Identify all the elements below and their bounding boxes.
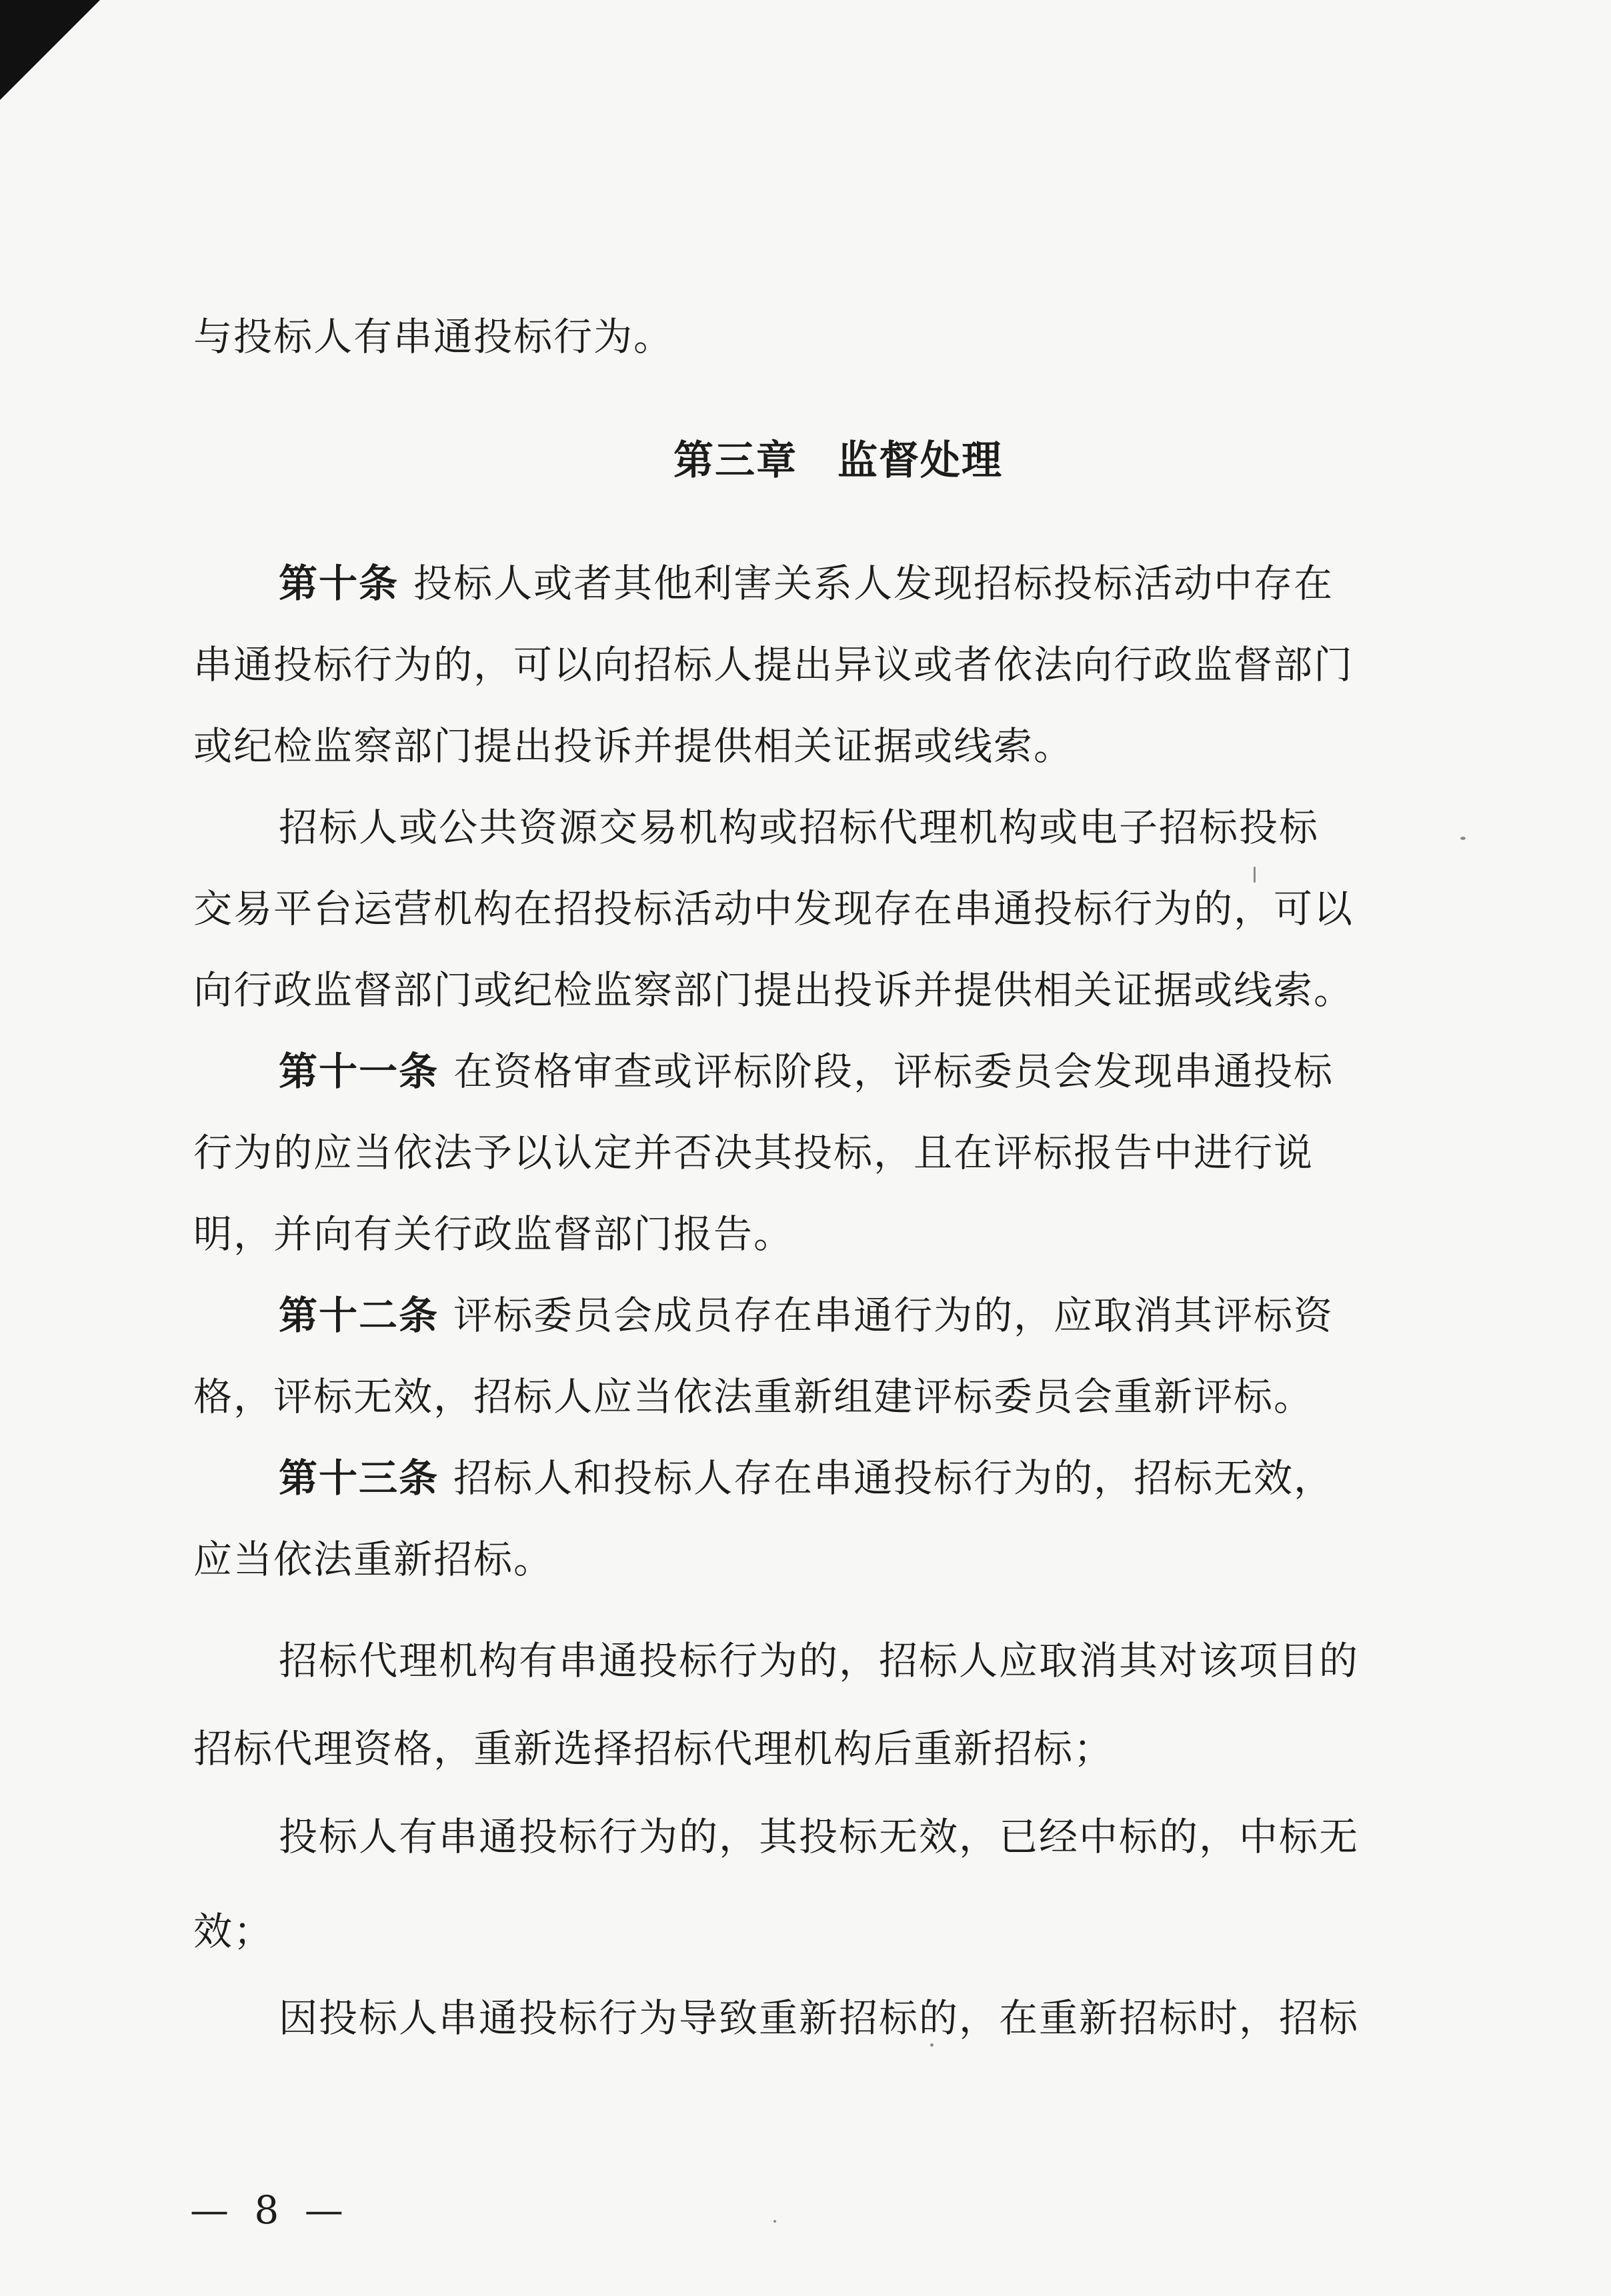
article-10-line-3: 或纪检监察部门提出投诉并提供相关证据或线索。 bbox=[193, 723, 1074, 769]
article-13-label: 第十三条 bbox=[279, 1455, 439, 1501]
paragraph-line: 招标代理资格，重新选择招标代理机构后重新招标； bbox=[193, 1726, 1114, 1771]
article-10-text: 投标人或者其他利害关系人发现招标投标活动中存在 bbox=[413, 561, 1334, 606]
article-11-line-1 bbox=[279, 1048, 1334, 1095]
article-10-label: 第十条 bbox=[279, 561, 399, 606]
paragraph-line: 招标代理机构有串通投标行为的，招标人应取消其对该项目的 bbox=[279, 1638, 1360, 1683]
article-12-line-1 bbox=[279, 1292, 1334, 1339]
article-11-label: 第十一条 bbox=[279, 1049, 439, 1094]
chapter-number: 第三章 bbox=[673, 437, 797, 484]
article-12-text: 评标委员会成员存在串通行为的，应取消其评标资 bbox=[453, 1293, 1334, 1338]
paragraph-line: 招标人或公共资源交易机构或招标代理机构或电子招标投标 bbox=[279, 805, 1320, 850]
scan-speck bbox=[930, 2043, 934, 2047]
article-11-line-3: 明，并向有关行政监督部门报告。 bbox=[193, 1211, 794, 1257]
paragraph-line: 因投标人串通投标行为导致重新招标的，在重新招标时，招标 bbox=[279, 1995, 1360, 2041]
article-13-line-1 bbox=[279, 1455, 1334, 1501]
article-10-line-2: 串通投标行为的，可以向招标人提出异议或者依法向行政监督部门 bbox=[193, 642, 1354, 687]
paragraph-line: 向行政监督部门或纪检监察部门提出投诉并提供相关证据或线索。 bbox=[193, 967, 1354, 1013]
page-number: — 8 — bbox=[190, 2187, 350, 2233]
article-13-line-2: 应当依法重新招标。 bbox=[193, 1537, 554, 1582]
chapter-heading bbox=[673, 437, 1003, 485]
chapter-title: 监督处理 bbox=[838, 437, 1003, 484]
article-11-text: 在资格审查或评标阶段，评标委员会发现串通投标 bbox=[453, 1049, 1334, 1094]
article-12-line-2: 格，评标无效，招标人应当依法重新组建评标委员会重新评标。 bbox=[193, 1374, 1314, 1419]
article-11-line-2: 行为的应当依法予以认定并否决其投标，且在评标报告中进行说 bbox=[193, 1130, 1314, 1175]
paragraph-line: 交易平台运营机构在招投标活动中发现存在串通投标行为的，可以 bbox=[193, 886, 1354, 931]
scan-speck bbox=[1254, 867, 1256, 883]
paragraph-line: 投标人有串通投标行为的，其投标无效，已经中标的，中标无 bbox=[279, 1814, 1360, 1859]
article-13-text: 招标人和投标人存在串通投标行为的，招标无效， bbox=[453, 1455, 1334, 1501]
scan-speck bbox=[773, 2220, 776, 2223]
paragraph-line: 效； bbox=[193, 1909, 274, 1954]
article-12-label: 第十二条 bbox=[279, 1293, 439, 1338]
text-line: 与投标人有串通投标行为。 bbox=[193, 314, 674, 359]
scan-speck bbox=[1460, 837, 1466, 840]
article-10-line-1 bbox=[279, 560, 1334, 607]
